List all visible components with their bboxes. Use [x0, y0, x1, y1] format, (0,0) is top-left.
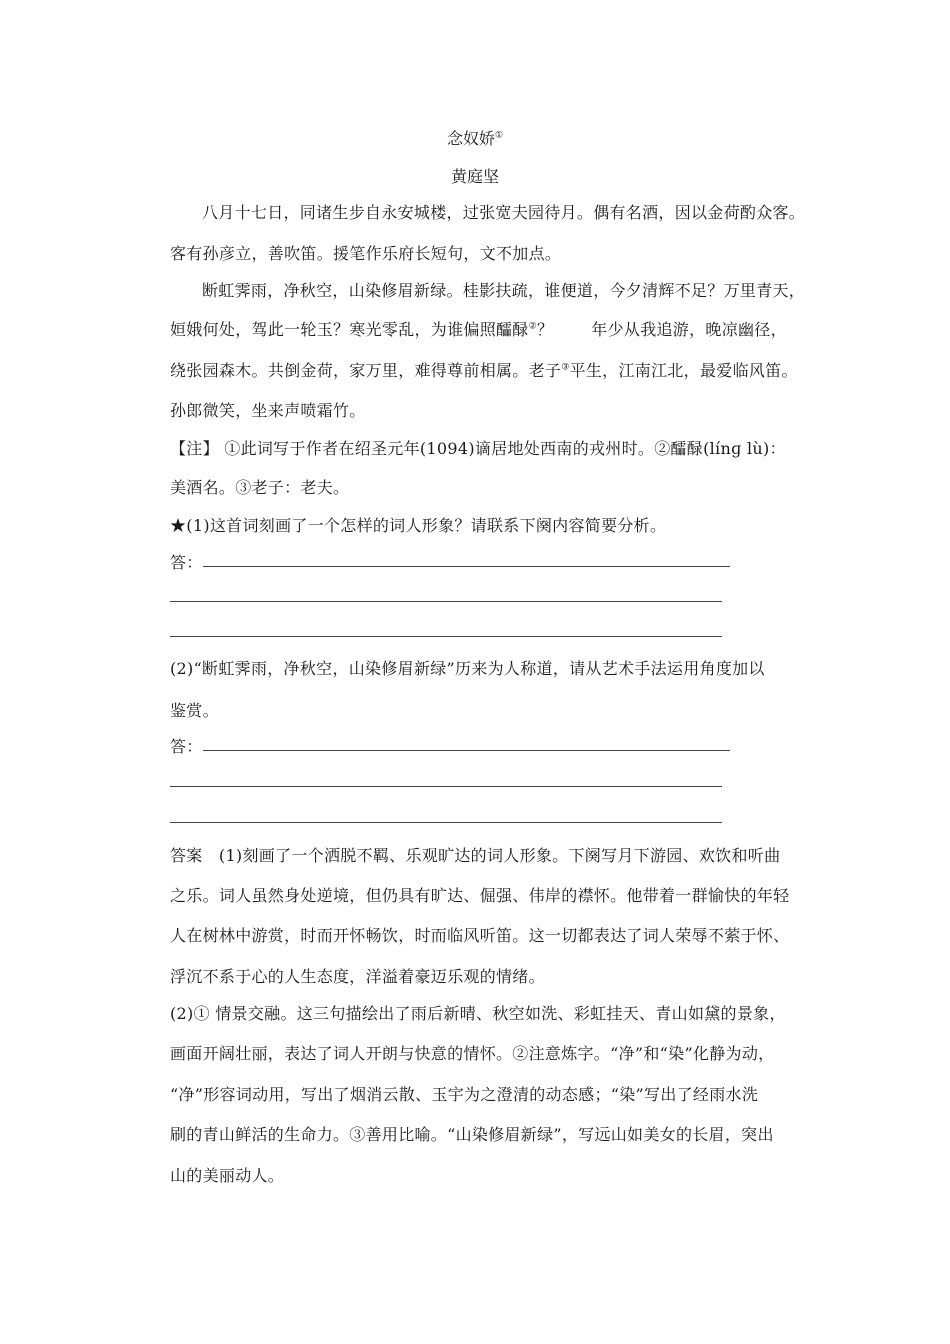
answer-1-line-1: 答案 (1)刻画了一个洒脱不羁、乐观旷达的词人形象。下阕写月下游园、欢饮和听曲	[170, 846, 781, 865]
footnote-marker-3: ③	[561, 362, 570, 373]
question-2-answer-label: 答：	[170, 737, 203, 756]
answer-2-rule-1[interactable]	[203, 750, 730, 751]
poem-body-line-1: 断虹霁雨，净秋空，山染修眉新绿。桂影扶疏，谁便道，今夕清辉不足？万里青天，	[202, 281, 806, 300]
preface-line-2: 客有孙彦立，善吹笛。援笔作乐府长短句，文不加点。	[170, 244, 562, 263]
poem-body-line-2	[170, 317, 810, 340]
answer-2-line-2: 画面开阔壮丽，表达了词人开朗与快意的情怀。②注意炼字。“净”和“染”化静为动，	[170, 1044, 775, 1063]
footnote-marker-2: ②	[528, 321, 537, 332]
question-1-answer-label: 答：	[170, 553, 203, 572]
answer-1-line-3: 人在树林中游赏，时而开怀畅饮，时而临风听笛。这一切都表达了词人荣辱不萦于怀、	[170, 926, 790, 945]
poem-body-line-3-end: 平生，江南江北，最爱临风笛。	[569, 361, 798, 380]
answer-2-line-4: 刷的青山鲜活的生命力。③善用比喻。“山染修眉新绿”，写远山如美女的长眉，突出	[170, 1125, 774, 1144]
answer-1-rule-1[interactable]	[203, 566, 730, 567]
preface-line-1: 八月十七日，同诸生步自永安城楼，过张宽夫园待月。偶有名酒，因以金荷酌众客。	[202, 203, 806, 222]
answer-1-rule-2[interactable]	[170, 601, 722, 602]
answer-2-rule-3[interactable]	[170, 822, 722, 823]
poem-title-footnote-marker: ①	[494, 130, 504, 141]
answer-1-rule-3[interactable]	[170, 636, 722, 637]
poem-body-line-2-text: 姮娥何处，驾此一轮玉？寒光零乱，为谁偏照醽醁	[170, 320, 529, 339]
answer-2-rule-2[interactable]	[170, 786, 722, 787]
answer-1-line-2: 之乐。词人虽然身处逆境，但仍具有旷达、倔强、伟岸的襟怀。他带着一群愉快的年轻	[170, 886, 790, 905]
poem-body-second-stanza-start: 年少从我追游，晚凉幽径，	[591, 320, 787, 339]
poem-body-line-2-end: ？	[536, 320, 554, 339]
notes-line-2: 美酒名。③老子：老夫。	[170, 478, 350, 497]
answer-2-line-1: (2)① 情景交融。这三句描绘出了雨后新晴、秋空如洗、彩虹挂天、青山如黛的景象，	[170, 1004, 786, 1023]
notes-line-1: 【注】 ①此词写于作者在绍圣元年(1094)谪居地处西南的戎州时。②醽醁(línɡ lù)：	[170, 439, 786, 458]
question-1: ★(1)这首词刻画了一个怎样的词人形象？请联系下阕内容简要分析。	[170, 516, 667, 535]
poem-body-line-3-text: 绕张园森木。共倒金荷，家万里，难得尊前相属。老子	[170, 361, 562, 380]
poem-author: 黄庭坚	[450, 167, 499, 186]
poem-body-line-4: 孙郎微笑，坐来声喷霜竹。	[170, 401, 366, 420]
poem-body-line-3	[170, 358, 810, 381]
question-2-line-1: (2)“断虹霁雨，净秋空，山染修眉新绿”历来为人称道，请从艺术手法运用角度加以	[170, 659, 765, 678]
poem-title	[0, 126, 950, 149]
question-2-line-2: 鉴赏。	[170, 701, 219, 720]
answer-2-line-5: 山的美丽动人。	[170, 1166, 285, 1185]
answer-2-line-3: “净”形容词动用，写出了烟消云散、玉宇为之澄清的动态感；“染”写出了经雨水洗	[170, 1085, 759, 1104]
poem-title-text: 念奴娇	[446, 129, 495, 148]
answer-1-line-4: 浮沉不系于心的人生态度，洋溢着豪迈乐观的情绪。	[170, 967, 545, 986]
